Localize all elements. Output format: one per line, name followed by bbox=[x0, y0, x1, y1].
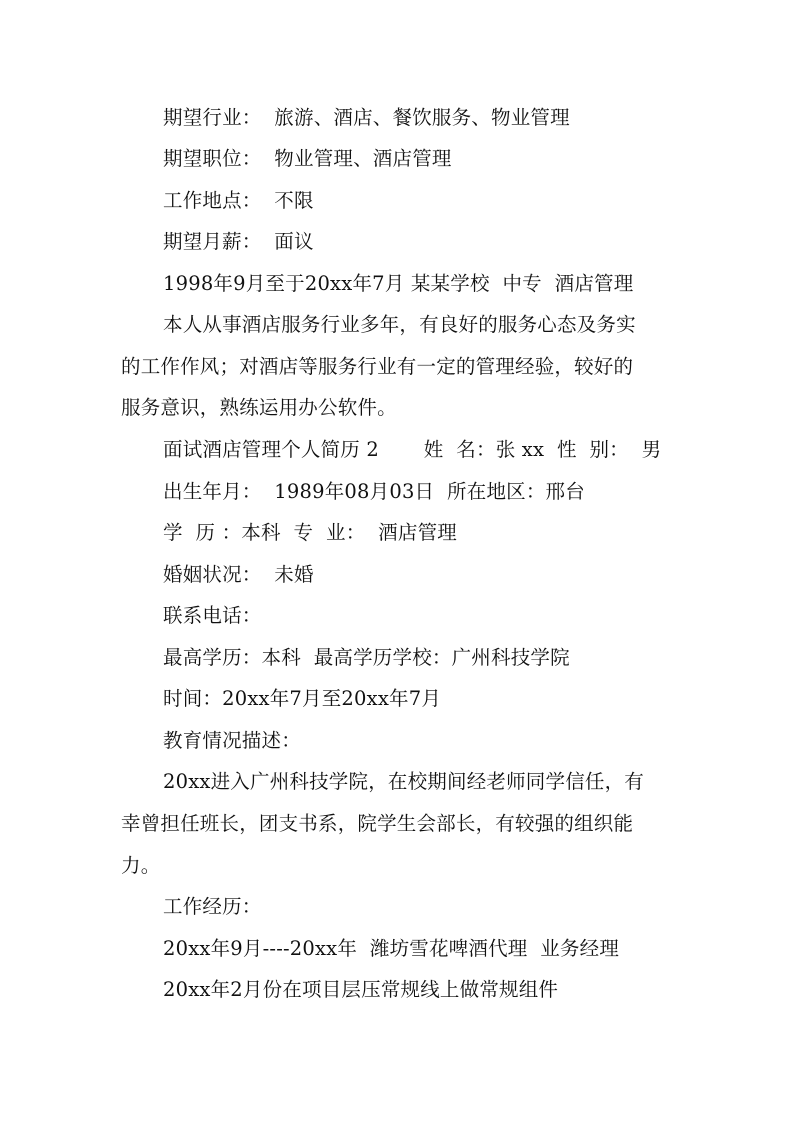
degree-major-line: 学 历 ：本科 专 业： 酒店管理 bbox=[163, 521, 457, 544]
marital-status-line: 婚姻状况： 未婚 bbox=[163, 563, 314, 586]
education-period-line: 1998年9月至于20xx年7月 某某学校 中专 酒店管理 bbox=[163, 272, 634, 295]
phone-line: 联系电话： bbox=[163, 604, 262, 627]
highest-education-line: 最高学历：本科 最高学历学校：广州科技学院 bbox=[163, 646, 570, 669]
expected-industry-line: 期望行业： 旅游、酒店、餐饮服务、物业管理 bbox=[163, 106, 570, 129]
education-description-heading: 教育情况描述： bbox=[163, 729, 301, 752]
work-location-line: 工作地点： 不限 bbox=[163, 189, 314, 212]
work-experience-line-2: 20xx年2月份在项目层压常规线上做常规组件 bbox=[163, 978, 559, 1001]
education-description-line-2: 幸曾担任班长，团支书系，院学生会部长，有较强的组织能 bbox=[121, 812, 634, 835]
work-experience-line-1: 20xx年9月----20xx年 潍坊雪花啤酒代理 业务经理 bbox=[163, 937, 620, 960]
education-time-line: 时间：20xx年7月至20xx年7月 bbox=[163, 687, 442, 710]
self-evaluation-line-2: 的工作作风；对酒店等服务行业有一定的管理经验，较好的 bbox=[121, 355, 634, 378]
education-description-line-3: 力。 bbox=[121, 854, 161, 877]
education-description-line-1: 20xx进入广州科技学院，在校期间经老师同学信任，有 bbox=[163, 770, 645, 793]
self-evaluation-line-1: 本人从事酒店服务行业多年，有良好的服务心态及务实 bbox=[163, 313, 636, 336]
expected-salary-line: 期望月薪： 面议 bbox=[163, 230, 314, 253]
expected-position-line: 期望职位： 物业管理、酒店管理 bbox=[163, 147, 452, 170]
birth-date-line: 出生年月： 1989年08月03日 所在地区：邢台 bbox=[163, 480, 585, 503]
self-evaluation-line-3: 服务意识，熟练运用办公软件。 bbox=[121, 396, 397, 419]
resume-title-line: 面试酒店管理个人简历 2 姓 名：张 xx 性 别： 男 bbox=[163, 438, 662, 461]
work-experience-heading: 工作经历： bbox=[163, 895, 262, 918]
